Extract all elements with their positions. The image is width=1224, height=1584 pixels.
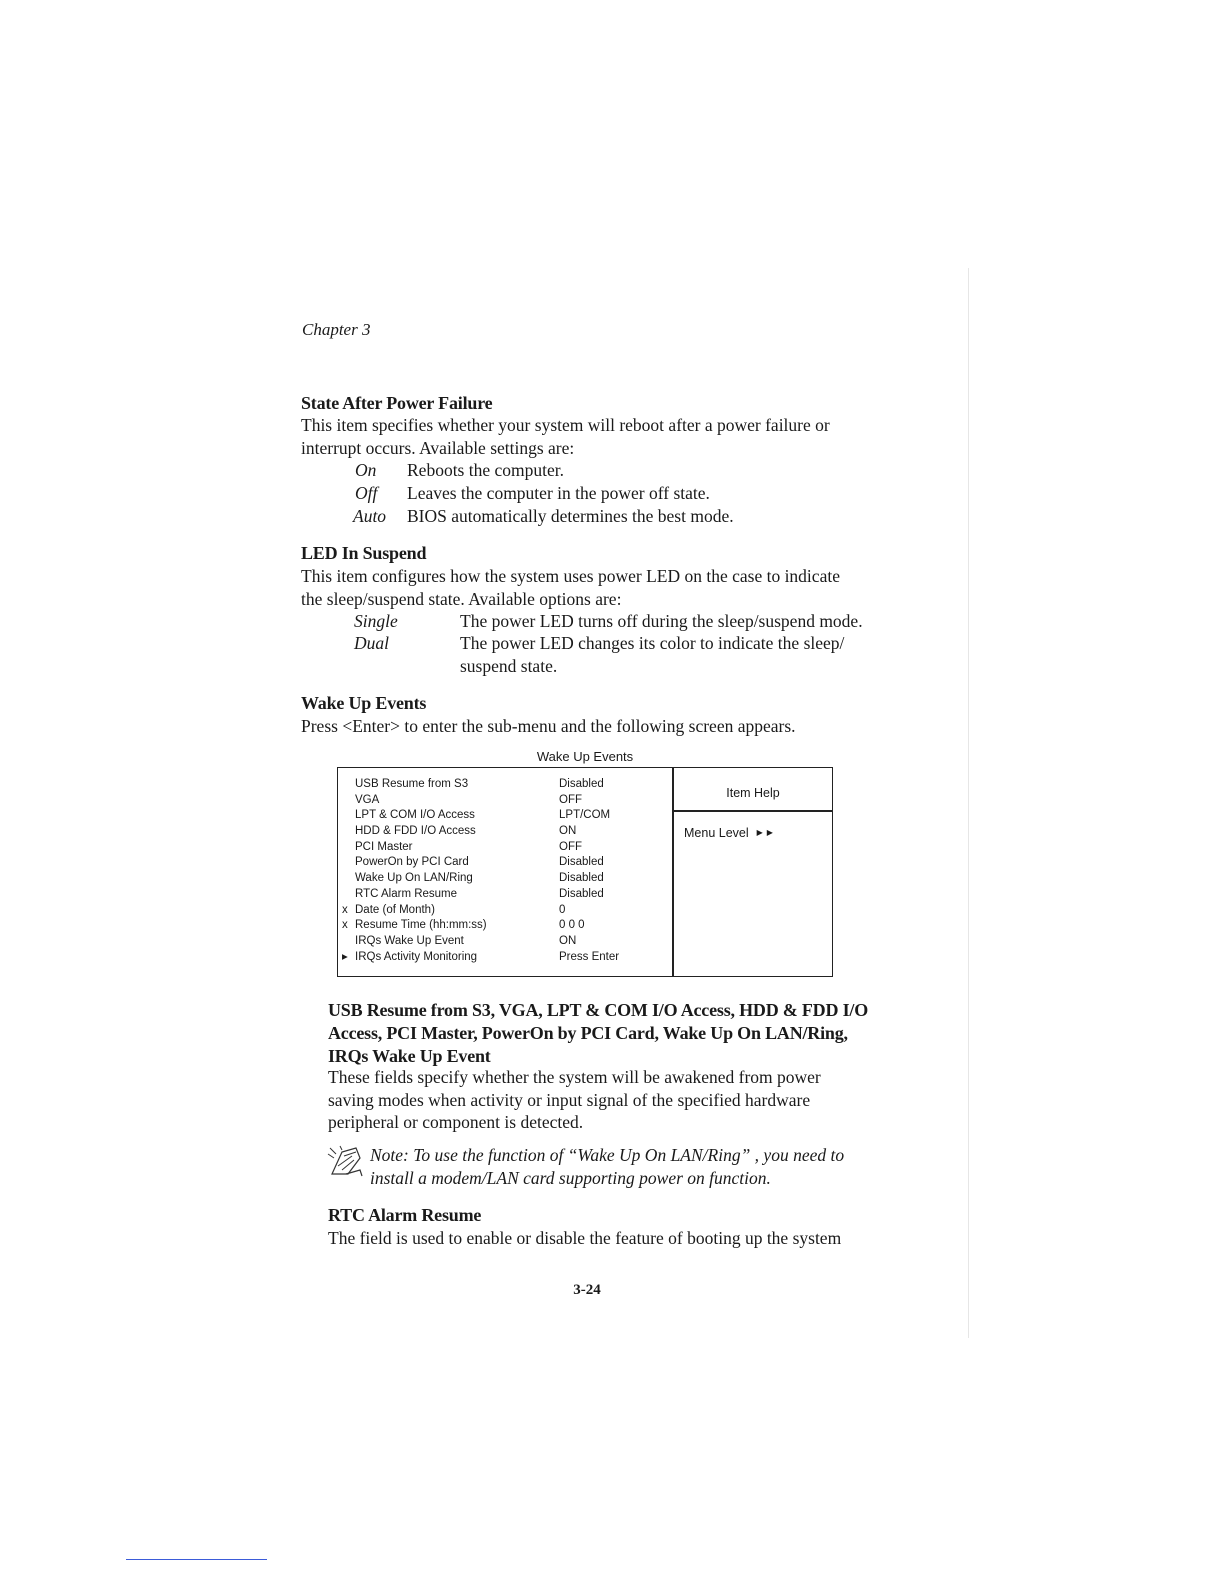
bios-setting-row[interactable]	[0, 824, 1224, 840]
option-term: Dual	[354, 633, 389, 653]
setting-value[interactable]: Disabled	[559, 856, 604, 869]
item-help-header: Item Help	[726, 786, 780, 800]
section-body-power-failure	[301, 414, 830, 459]
setting-label: LPT & COM I/O Access	[355, 809, 475, 822]
bios-setting-row[interactable]	[0, 871, 1224, 887]
bios-screen-title: Wake Up Events	[536, 749, 634, 764]
body-line: This item configures how the system uses power LED on the case to indicate	[301, 566, 840, 586]
note-text	[370, 1144, 844, 1189]
bios-setting-row[interactable]	[0, 950, 1224, 966]
section-heading-power-failure: State After Power Failure	[301, 393, 493, 413]
option-term: Single	[354, 611, 398, 631]
menu-level-arrows-icon: ▶▶	[756, 828, 777, 837]
body-line: peripheral or component is detected.	[328, 1112, 584, 1132]
setting-value[interactable]: LPT/COM	[559, 809, 611, 822]
option-term: On	[355, 460, 377, 480]
heading-line: USB Resume from S3, VGA, LPT & COM I/O Access, HDD & FDD I/O	[328, 1000, 868, 1020]
option-desc: Leaves the computer in the power off state.	[407, 483, 710, 503]
setting-label: IRQs Wake Up Event	[355, 934, 464, 947]
option-desc: Reboots the computer.	[407, 460, 564, 480]
section-body-wake-up: Press <Enter> to enter the sub-menu and the following screen appears.	[301, 716, 796, 736]
setting-label: Date (of Month)	[355, 903, 435, 916]
option-desc: suspend state.	[460, 656, 558, 676]
body-line: These fields specify whether the system will be awakened from power	[328, 1067, 821, 1087]
body-line: interrupt occurs. Available settings are:	[301, 437, 575, 458]
setting-value[interactable]: OFF	[559, 793, 582, 806]
bios-setting-row[interactable]	[0, 793, 1224, 809]
submenu-arrow-icon: ▸	[342, 950, 348, 963]
setting-value[interactable]: OFF	[559, 840, 582, 853]
section-heading-wake-fields	[328, 999, 868, 1068]
setting-label: Wake Up On LAN/Ring	[355, 872, 473, 885]
section-body-rtc-alarm: The field is used to enable or disable the feature of booting up the system	[328, 1228, 842, 1248]
setting-label: PowerOn by PCI Card	[355, 856, 469, 869]
bios-setting-row	[0, 918, 1224, 934]
setting-value: 0	[559, 903, 566, 916]
setting-value[interactable]: ON	[559, 825, 577, 838]
bios-setting-row[interactable]	[0, 887, 1224, 903]
setting-value[interactable]: Disabled	[559, 887, 604, 900]
menu-level-text: Menu Level	[684, 826, 749, 840]
bios-setting-row[interactable]	[0, 777, 1224, 793]
setting-value: 0 0 0	[559, 919, 585, 932]
heading-line: IRQs Wake Up Event	[328, 1046, 491, 1066]
setting-label: VGA	[355, 793, 380, 806]
bios-setting-row	[0, 903, 1224, 919]
note-pencil-icon	[326, 1144, 366, 1180]
section-body-led-suspend	[301, 565, 840, 610]
row-marker: x	[342, 919, 348, 932]
setting-label: USB Resume from S3	[355, 778, 469, 790]
heading-line: Access, PCI Master, PowerOn by PCI Card, Wake Up On LAN/Ring,	[328, 1023, 848, 1043]
option-desc: The power LED turns off during the sleep/suspend mode.	[460, 611, 863, 631]
body-line: the sleep/suspend state. Available options are:	[301, 588, 622, 609]
setting-label: IRQs Activity Monitoring	[355, 950, 478, 963]
note-line: Note: To use the function of “Wake Up On LAN/Ring” , you need to	[370, 1145, 845, 1165]
body-line: saving modes when activity or input signal of the specified hardware	[328, 1089, 811, 1110]
setting-label: HDD & FDD I/O Access	[355, 825, 476, 838]
bios-setting-row[interactable]	[0, 855, 1224, 871]
option-term: Auto	[353, 506, 387, 526]
page-number: 3-24	[573, 1282, 601, 1298]
option-term: Off	[355, 483, 378, 503]
setting-label: RTC Alarm Resume	[355, 887, 458, 900]
option-desc: The power LED changes its color to indicate the sleep/	[460, 633, 845, 653]
setting-value[interactable]: Disabled	[559, 778, 604, 790]
section-heading-rtc-alarm: RTC Alarm Resume	[328, 1205, 482, 1225]
setting-label: PCI Master	[355, 840, 413, 853]
note-line: install a modem/LAN card supporting power on function.	[370, 1167, 771, 1188]
section-body-wake-fields	[328, 1066, 821, 1134]
bios-settings-list	[0, 777, 1224, 965]
bios-setting-row[interactable]	[0, 934, 1224, 950]
setting-value[interactable]: Press Enter	[559, 950, 620, 963]
row-marker: x	[342, 903, 348, 916]
setting-label: Resume Time (hh:mm:ss)	[355, 919, 487, 932]
setting-value[interactable]: Disabled	[559, 872, 604, 885]
bios-setting-row[interactable]	[0, 840, 1224, 856]
body-line: This item specifies whether your system will reboot after a power failure or	[301, 415, 830, 435]
section-heading-led-suspend: LED In Suspend	[301, 543, 427, 563]
option-desc: BIOS automatically determines the best mode.	[407, 506, 734, 526]
bios-setting-row[interactable]	[0, 808, 1224, 824]
section-heading-wake-up: Wake Up Events	[301, 693, 427, 713]
footer-rule	[126, 1559, 267, 1560]
setting-value[interactable]: ON	[559, 934, 577, 947]
chapter-label: Chapter 3	[302, 320, 371, 339]
